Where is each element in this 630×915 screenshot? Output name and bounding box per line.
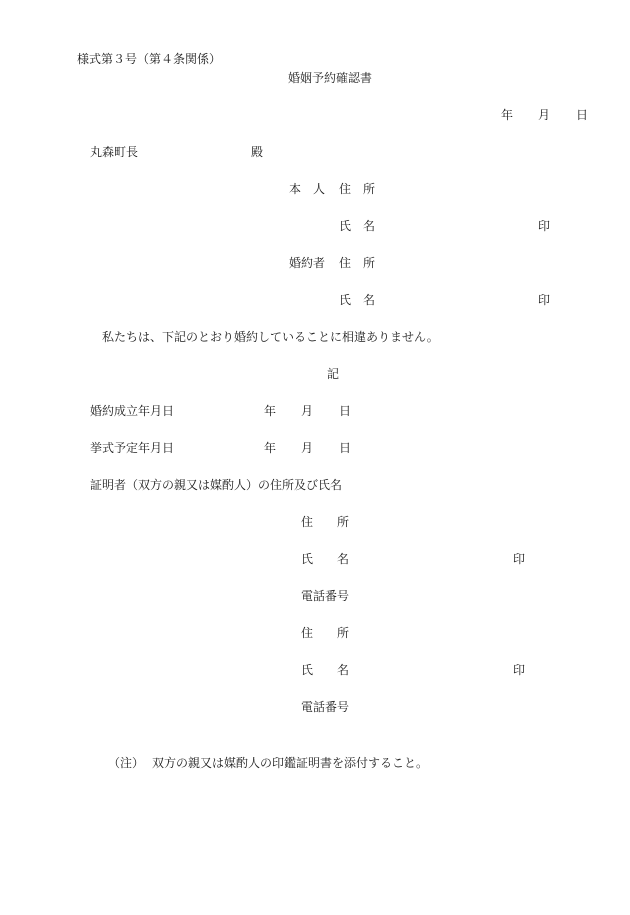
engagement-year: 年 [264, 404, 277, 418]
certifier2-name-label: 氏 名 [301, 663, 350, 677]
fiance-name-label: 氏 名 [339, 293, 376, 307]
engagement-day: 日 [339, 404, 352, 418]
certifier2-phone-label: 電話番号 [301, 700, 350, 714]
self-seal: 印 [538, 219, 551, 233]
certifier1-phone-label: 電話番号 [301, 589, 350, 603]
date-year: 年 [501, 108, 514, 122]
certifier2-address-label: 住 所 [301, 626, 350, 640]
wedding-month: 月 [301, 441, 314, 455]
certifier1-address-label: 住 所 [301, 515, 350, 529]
note-label: （注） [108, 756, 145, 770]
date-month: 月 [538, 108, 551, 122]
declaration-text: 私たちは、下記のとおり婚約していることに相違ありません。 [102, 330, 439, 344]
engagement-date-label: 婚約成立年月日 [90, 404, 175, 418]
wedding-year: 年 [264, 441, 277, 455]
form-number: 様式第３号（第４条関係） [77, 52, 222, 66]
certifier2-seal: 印 [513, 663, 526, 677]
note-text: 双方の親又は媒酌人の印鑑証明書を添付すること。 [152, 756, 429, 770]
self-name-label: 氏 名 [339, 219, 376, 233]
wedding-day: 日 [339, 441, 352, 455]
certifier1-seal: 印 [513, 552, 526, 566]
self-label: 本 人 [289, 182, 326, 196]
certifier1-name-label: 氏 名 [301, 552, 350, 566]
ki-heading: 記 [327, 367, 340, 381]
fiance-seal: 印 [538, 293, 551, 307]
document-title: 婚姻予約確認書 [288, 71, 373, 85]
certifier-heading: 証明者（双方の親又は媒酌人）の住所及び氏名 [90, 478, 343, 492]
self-address-label: 住 所 [339, 182, 376, 196]
recipient-honorific: 殿 [251, 145, 264, 159]
wedding-date-label: 挙式予定年月日 [90, 441, 175, 455]
fiance-label: 婚約者 [289, 256, 326, 270]
recipient-name: 丸森町長 [90, 145, 139, 159]
engagement-month: 月 [301, 404, 314, 418]
date-day: 日 [576, 108, 589, 122]
fiance-address-label: 住 所 [339, 256, 376, 270]
